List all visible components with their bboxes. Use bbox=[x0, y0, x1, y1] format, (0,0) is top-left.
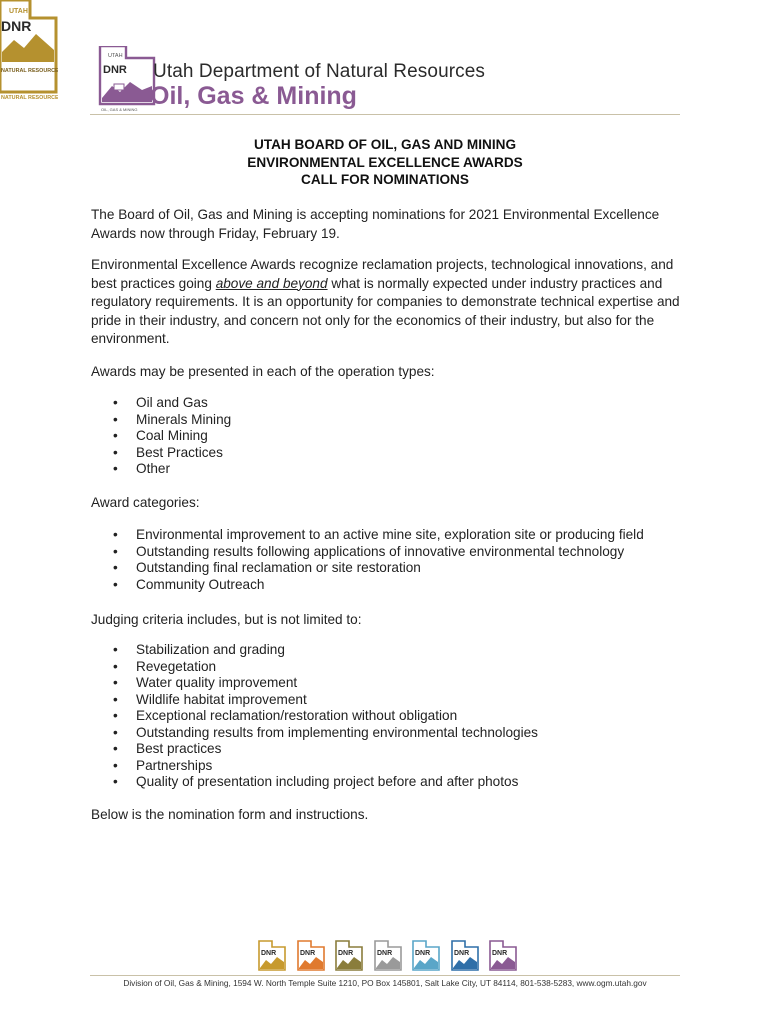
title-line-2: ENVIRONMENTAL EXCELLENCE AWARDS bbox=[247, 154, 523, 170]
bullet-icon: • bbox=[113, 658, 118, 674]
intro-paragraph: The Board of Oil, Gas and Mining is accepting nominations for 2021 Environmental Excellence Awards now through Friday, February 19. bbox=[91, 207, 660, 241]
judging-criterion-item bbox=[91, 708, 538, 725]
judging-criterion-item-text: Partnerships bbox=[136, 757, 213, 773]
operation-type-item-text: Minerals Mining bbox=[136, 411, 232, 427]
judging-criteria-heading: Judging criteria includes, but is not limited to: bbox=[91, 612, 362, 627]
description-paragraph bbox=[91, 256, 681, 349]
award-category-item-text: Environmental improvement to an active mine site, exploration site or producing field bbox=[136, 527, 644, 542]
operation-type-item bbox=[91, 395, 231, 412]
award-category-item-text: Outstanding results following applications of innovative environmental technology bbox=[136, 543, 625, 559]
header-divider bbox=[90, 114, 680, 115]
judging-criterion-item bbox=[91, 758, 538, 775]
operation-type-item bbox=[91, 412, 231, 429]
operation-type-item-text: Coal Mining bbox=[136, 428, 208, 443]
ogm-header-logo bbox=[98, 46, 156, 112]
judging-criterion-item bbox=[91, 659, 538, 676]
title-line-1: UTAH BOARD OF OIL, GAS AND MINING bbox=[253, 137, 517, 152]
footer-dnr-logo bbox=[451, 940, 479, 972]
svg-text:OIL, GAS & MINING: OIL, GAS & MINING bbox=[101, 107, 138, 112]
svg-text:DNR: DNR bbox=[376, 950, 392, 957]
description-text-continued: what is normally expected under industry practices and regulatory requirements. It is an opportunity for companies to demonstrate technical expertise and pride in their industry, and concern not only for the economics of their industry, but also for the environment. bbox=[91, 275, 680, 346]
svg-text:DNR: DNR bbox=[338, 950, 354, 957]
operation-types-list bbox=[91, 395, 231, 478]
judging-criterion-item bbox=[91, 642, 538, 659]
operation-type-item-text: Oil and Gas bbox=[136, 395, 208, 410]
judging-criterion-item-text: Quality of presentation including project before and after photos bbox=[136, 774, 519, 789]
svg-text:NATURAL RESOURCES: NATURAL RESOURCES bbox=[1, 95, 58, 100]
award-category-item bbox=[91, 560, 644, 577]
svg-text:UTAH: UTAH bbox=[108, 53, 123, 59]
judging-criterion-item-text: Wildlife habitat improvement bbox=[136, 691, 307, 707]
operation-type-item-text: Other bbox=[136, 461, 170, 476]
svg-text:NATURAL RESOURCES: NATURAL RESOURCES bbox=[1, 68, 58, 74]
award-category-item bbox=[91, 544, 644, 561]
bullet-icon: • bbox=[113, 757, 118, 773]
footer-divider bbox=[90, 975, 680, 976]
svg-text:DNR: DNR bbox=[103, 64, 127, 76]
bullet-icon: • bbox=[113, 741, 118, 756]
bullet-icon: • bbox=[113, 428, 118, 443]
judging-criterion-item-text: Outstanding results from implementing environmental technologies bbox=[136, 724, 538, 740]
footer-dnr-logo bbox=[489, 940, 517, 972]
award-category-item-text: Outstanding final reclamation or site restoration bbox=[136, 560, 421, 575]
description-emphasis: above and beyond bbox=[215, 275, 328, 291]
judging-criterion-item bbox=[91, 774, 538, 791]
department-name: Utah Department of Natural Resources bbox=[153, 61, 486, 82]
award-category-item bbox=[91, 527, 644, 544]
footer-dnr-logo bbox=[412, 940, 440, 972]
operation-types-heading: Awards may be presented in each of the operation types: bbox=[91, 364, 435, 379]
bullet-icon: • bbox=[113, 675, 118, 690]
bullet-icon: • bbox=[113, 411, 118, 427]
footer-dnr-logo bbox=[258, 940, 286, 972]
bullet-icon: • bbox=[113, 395, 118, 410]
document-title bbox=[0, 136, 770, 189]
bullet-icon: • bbox=[113, 576, 118, 592]
bullet-icon: • bbox=[113, 461, 118, 476]
footer-dnr-logo bbox=[297, 940, 325, 972]
svg-text:DNR: DNR bbox=[453, 950, 469, 957]
footer-dnr-logo bbox=[335, 940, 363, 972]
svg-text:DNR: DNR bbox=[261, 950, 277, 957]
svg-text:DNR: DNR bbox=[492, 950, 508, 957]
judging-criteria-list bbox=[91, 642, 538, 791]
bullet-icon: • bbox=[113, 444, 118, 460]
closing-paragraph: Below is the nomination form and instructions. bbox=[91, 807, 369, 822]
bullet-icon: • bbox=[113, 560, 118, 575]
description-text: Environmental Excellence Awards recognize reclamation projects, technological innovations, and best practices going bbox=[91, 257, 674, 291]
operation-type-item-text: Best Practices bbox=[136, 444, 223, 460]
judging-criterion-item-text: Best practices bbox=[136, 741, 222, 756]
judging-criterion-item bbox=[91, 741, 538, 758]
bullet-icon: • bbox=[113, 527, 118, 542]
award-category-item bbox=[91, 577, 644, 594]
operation-type-item bbox=[91, 445, 231, 462]
judging-criterion-item bbox=[91, 725, 538, 742]
judging-criterion-item bbox=[91, 675, 538, 692]
dnr-corner-logo bbox=[0, 0, 58, 100]
svg-text:DNR: DNR bbox=[299, 950, 315, 957]
bullet-icon: • bbox=[113, 774, 118, 789]
operation-type-item bbox=[91, 461, 231, 478]
judging-criterion-item-text: Water quality improvement bbox=[136, 675, 298, 690]
footer-contact: Division of Oil, Gas & Mining, 1594 W. North Temple Suite 1210, PO Box 145801, Salt Lake City, UT 84114, 801-538-5283, www.ogm.utah.gov bbox=[123, 978, 647, 988]
bullet-icon: • bbox=[113, 708, 118, 723]
bullet-icon: • bbox=[113, 642, 118, 657]
judging-criterion-item-text: Revegetation bbox=[136, 658, 217, 674]
award-categories-list bbox=[91, 527, 644, 593]
operation-type-item bbox=[91, 428, 231, 445]
svg-text:UTAH: UTAH bbox=[9, 8, 28, 15]
award-category-item-text: Community Outreach bbox=[136, 576, 265, 592]
footer-dnr-logo bbox=[374, 940, 402, 972]
bullet-icon: • bbox=[113, 724, 118, 740]
judging-criterion-item bbox=[91, 692, 538, 709]
judging-criterion-item-text: Stabilization and grading bbox=[136, 642, 285, 657]
judging-criterion-item-text: Exceptional reclamation/restoration without obligation bbox=[136, 708, 458, 723]
division-name: Oil, Gas & Mining bbox=[150, 82, 357, 110]
svg-text:DNR: DNR bbox=[1, 18, 32, 34]
title-line-3: CALL FOR NOMINATIONS bbox=[301, 172, 469, 187]
svg-text:DNR: DNR bbox=[415, 950, 431, 957]
award-categories-heading: Award categories: bbox=[91, 495, 200, 510]
bullet-icon: • bbox=[113, 543, 118, 559]
bullet-icon: • bbox=[113, 691, 118, 707]
